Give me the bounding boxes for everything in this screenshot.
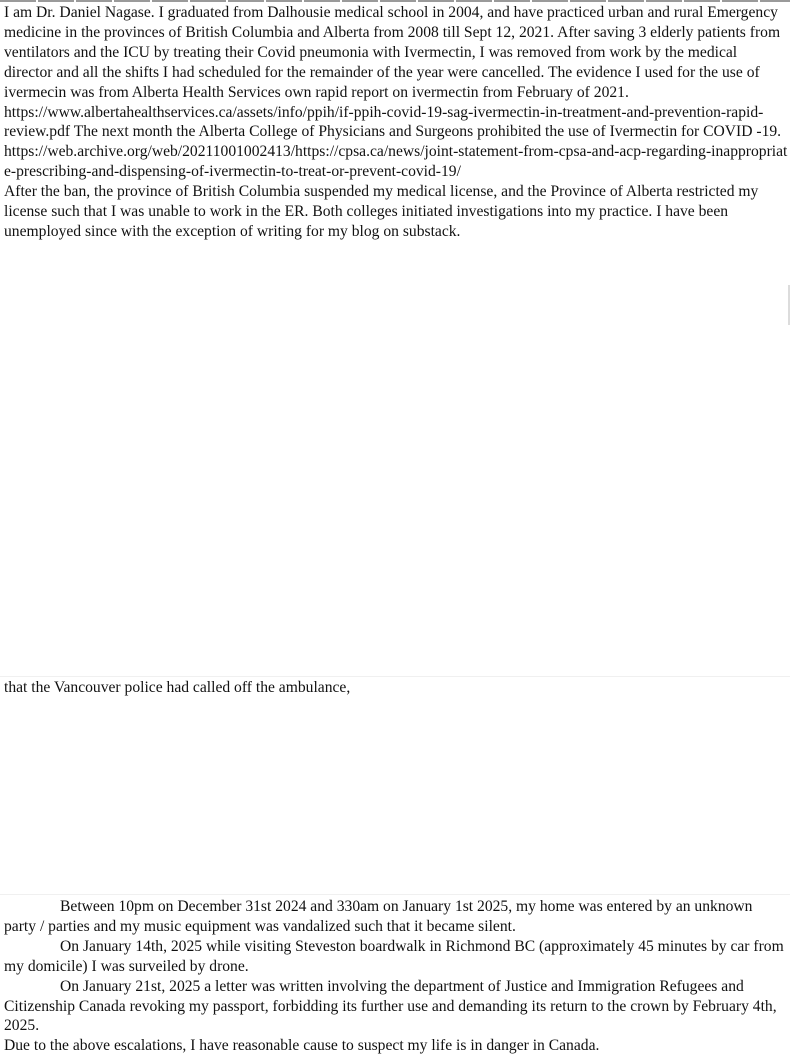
- event-paragraph-drone: On January 14th, 2025 while visiting Steveston boardwalk in Richmond BC (approximately 45 minutes by car from my domicile) I was surveiled by drone.: [4, 937, 784, 975]
- fragment-section: [4, 678, 788, 698]
- events-section: [4, 897, 788, 1056]
- archive-url: https://web.archive.org/web/20211001002413/https://cpsa.ca/news/joint-statement-from-cpsa-and-acp-regarding-inappropriate-prescribing-and-dispensing-of-ivermectin-to-treat-or-prevent-covid-19/: [4, 143, 788, 181]
- event-paragraph-passport: On January 21st, 2025 a letter was written involving the department of Justice and Immigration Refugees and Citizenship Canada revoking my passport, forbidding its further use and demanding its return to the crown by February 4th, 2025.: [4, 977, 777, 1035]
- ambulance-fragment: that the Vancouver police had called off the ambulance,: [4, 679, 351, 696]
- top-divider: [0, 0, 790, 2]
- intro-paragraph: I am Dr. Daniel Nagase. I graduated from Dalhousie medical school in 2004, and have practiced urban and rural Emergency medicine in the provinces of British Columbia and Alberta from 2008 till Sept 12, 2021. After saving 3 elderly patients from ventilators and the ICU by treating their Covid pneumonia with Ivermectin, I was removed from work by the medical director and all the shifts I had scheduled for the remainder of the year were cancelled. The evidence I used for the use of ivermecin was from Alberta Health Services own rapid report on ivermectin from February of 2021. https://www.albertahealthservices.ca/assets/info/ppih/if-ppih-covid-19-sag-ivermectin-in-treatment-and-prevention-rapid-review.pdf The next month the Alberta College of Physicians and Surgeons prohibited the use of Ivermectin for COVID -19.: [4, 4, 782, 141]
- closing-statement: Due to the above escalations, I have reasonable cause to suspect my life is in danger in Canada.: [4, 1037, 600, 1055]
- event-paragraph-home-entry: Between 10pm on December 31st 2024 and 330am on January 1st 2025, my home was entered by an unknown party / parties and my music equipment was vandalized such that it became silent.: [4, 898, 753, 935]
- license-paragraph: After the ban, the province of British Columbia suspended my medical license, and the Province of Alberta restricted my license such that I was unable to work in the ER. Both colleges initiated investigations into my practice. I have been unemployed since with the exception of writing for my blog on substack.: [4, 183, 759, 240]
- section-divider-2: [0, 894, 790, 895]
- intro-section: [4, 3, 788, 242]
- section-divider: [0, 676, 790, 677]
